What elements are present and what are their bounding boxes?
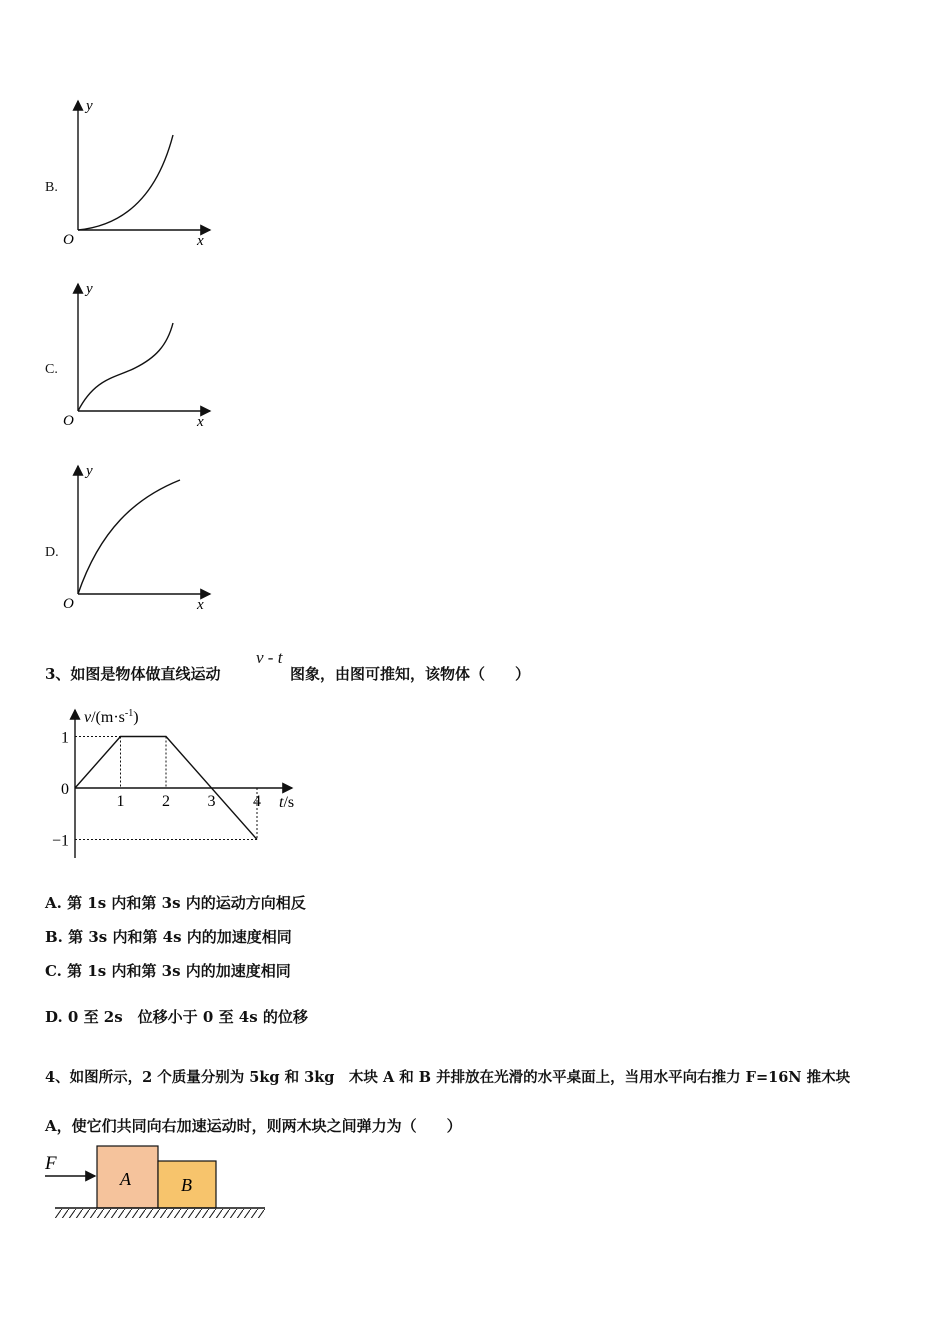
vt-chart bbox=[40, 700, 320, 870]
q3-formula: v - t bbox=[256, 648, 283, 667]
q3-answer-d: D. 0 至 2s 位移小于 0 至 4s 的位移 bbox=[45, 1008, 308, 1026]
x-tick-label-2: 2 bbox=[162, 793, 170, 810]
y-axis-label: y bbox=[86, 463, 93, 479]
option-c-graph bbox=[55, 278, 225, 438]
y-axis-label: y bbox=[86, 98, 93, 114]
block-b-label: B bbox=[181, 1175, 192, 1195]
y-axis-label: y bbox=[86, 281, 93, 297]
y-axis-label: $v/(m\cdot s^{-1})$ bbox=[84, 708, 139, 726]
y-tick-label-1: 1 bbox=[61, 729, 69, 747]
y-tick-label-0: 0 bbox=[61, 781, 69, 798]
q4-line2: A，使它们共同向右加速运动时，则两木块之间弹力为（ ） bbox=[45, 1117, 462, 1135]
q3-answer-c: C. 第 1s 内和第 3s 内的加速度相同 bbox=[45, 962, 291, 980]
blocks-figure bbox=[40, 1140, 280, 1225]
x-axis-label: x bbox=[197, 233, 204, 249]
x-tick-label-4: 4 bbox=[253, 793, 261, 810]
origin-label: O bbox=[63, 232, 74, 248]
force-label: F bbox=[45, 1153, 57, 1174]
q3-answer-b: B. 第 3s 内和第 4s 内的加速度相同 bbox=[45, 928, 292, 946]
y-tick-label-minus1: −1 bbox=[51, 832, 69, 850]
q4-line1: 4、如图所示，2 个质量分别为 5kg 和 3kg 木块 A 和 B 并排放在光滑的水平桌面上，当用水平向右推力 F=16N 推木块 bbox=[45, 1069, 851, 1086]
option-c-label: C. bbox=[45, 362, 58, 377]
q3-answer-a: A. 第 1s 内和第 3s 内的运动方向相反 bbox=[45, 894, 306, 912]
x-axis-label: x bbox=[197, 414, 204, 430]
x-axis-label: x bbox=[197, 597, 204, 613]
option-d-graph bbox=[55, 460, 225, 620]
origin-label: O bbox=[63, 413, 74, 429]
option-d-label: D. bbox=[45, 545, 59, 560]
origin-label: O bbox=[63, 596, 74, 612]
q3-text-after: 图象，由图可推知，该物体（ ） bbox=[290, 665, 531, 683]
x-tick-label-3: 3 bbox=[207, 793, 216, 810]
block-a-label: A bbox=[120, 1169, 131, 1189]
x-axis-label: t/s bbox=[279, 794, 295, 811]
option-b-graph bbox=[55, 95, 225, 255]
option-b-label: B. bbox=[45, 180, 58, 195]
table-hatching bbox=[55, 1209, 265, 1218]
x-tick-label-1: 1 bbox=[116, 793, 125, 810]
q3-text-before: 3、如图是物体做直线运动 bbox=[45, 665, 221, 683]
